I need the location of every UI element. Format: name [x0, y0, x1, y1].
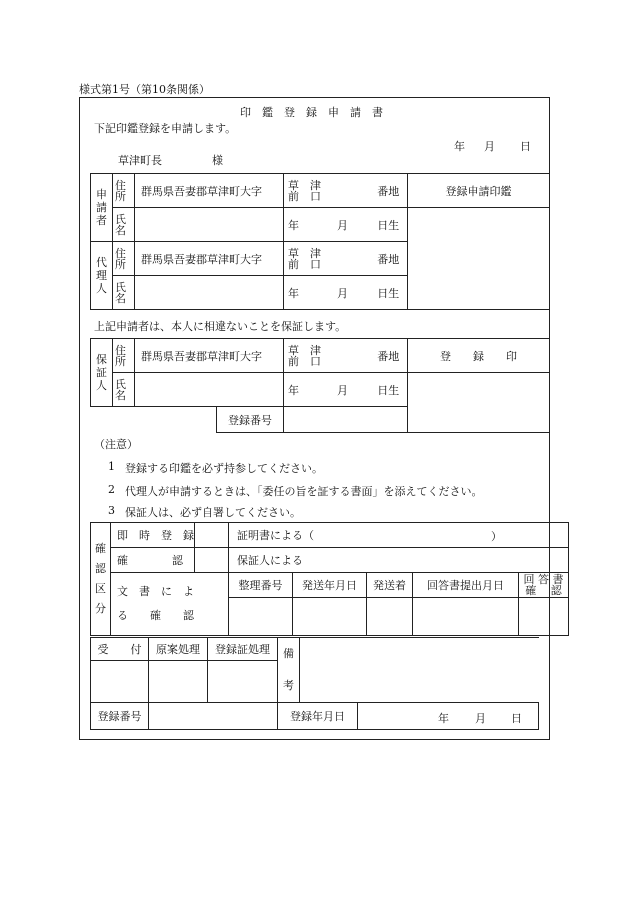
applicant-address: 群馬県吾妻郡草津町大字 — [135, 174, 284, 208]
guarantor-seal-area[interactable] — [408, 373, 550, 433]
seiri-bangou-cell[interactable] — [229, 598, 293, 636]
note-number: 1 — [108, 460, 115, 473]
answer-submit-date-cell[interactable] — [413, 598, 519, 636]
applicant-birth-year: 年 — [284, 208, 316, 242]
applicant-district: 草 津 前 口 — [284, 174, 370, 208]
note-number: 3 — [108, 504, 115, 517]
guarantor-banchi: 番地 — [370, 339, 408, 373]
guarantor-address-label: 住 所 — [113, 339, 135, 373]
note-text: 保証人は、必ず自署してください。 — [125, 506, 301, 519]
kakunin-check[interactable] — [195, 548, 229, 573]
applicant-birth-month: 月 — [316, 208, 370, 242]
applicant-address-label: 住 所 — [113, 174, 135, 208]
reg-date-day: 日 — [511, 712, 522, 725]
seal-area[interactable] — [408, 208, 550, 310]
applicant-name[interactable] — [135, 208, 284, 242]
draft-label: 原案処理 — [149, 638, 208, 661]
reg-date-cell[interactable] — [358, 703, 539, 730]
agent-label: 代 理 人 — [91, 242, 113, 310]
hassou-date-cell[interactable] — [293, 598, 367, 636]
guarantor-table — [90, 338, 550, 433]
date-day: 日 — [520, 140, 531, 153]
receipt-cell[interactable] — [91, 661, 149, 703]
reg-number-label: 登録番号 — [91, 703, 149, 730]
office-table — [90, 637, 539, 730]
guarantor-seal-header: 登 録 印 — [408, 339, 550, 373]
guarantor-name[interactable] — [135, 373, 284, 407]
reg-date-month: 月 — [475, 712, 486, 725]
applicant-birth-day: 日生 — [370, 208, 408, 242]
date-month: 月 — [484, 140, 495, 153]
note-text: 登録する印鑑を必ず持参してください。 — [125, 462, 323, 475]
receipt-label: 受 付 — [91, 638, 149, 661]
by-document-label: 文 書 に よ る 確 認 — [111, 573, 229, 636]
agent-birth-year: 年 — [284, 276, 316, 310]
note-text: 代理人が申請するときは、「委任の旨を証する書面」を添えてください。 — [125, 485, 483, 498]
guarantor-label: 保 証 人 — [91, 339, 113, 407]
guarantor-district: 草 津 前 口 — [284, 339, 370, 373]
notes-header: （注意） — [94, 438, 138, 451]
seal-header: 登録申請印鑑 — [408, 174, 550, 208]
page-title: 印 鑑 登 録 申 請 書 — [240, 106, 383, 119]
applicant-banchi: 番地 — [370, 174, 408, 208]
certificate-doc-close: ） — [491, 530, 502, 543]
header-hassou-chaku: 発送着 — [367, 573, 413, 598]
header-hassou-date: 発送年月日 — [293, 573, 367, 598]
addressee-name: 草津町長 — [118, 154, 162, 167]
note-number: 2 — [108, 483, 115, 496]
reg-date-label: 登録年月日 — [278, 703, 358, 730]
immediate-registration-label: 即 時 登 録 — [111, 523, 195, 548]
certificate-doc-label: 証明書による（ — [237, 529, 314, 542]
guarantor-birth-day: 日生 — [370, 373, 408, 407]
guarantor-address: 群馬県吾妻郡草津町大字 — [135, 339, 284, 373]
reg-date-year: 年 — [438, 712, 449, 725]
agent-name-label: 氏 名 — [113, 276, 135, 310]
certificate-doc — [229, 523, 569, 548]
cert-proc-cell[interactable] — [208, 661, 278, 703]
agent-banchi: 番地 — [370, 242, 408, 276]
guarantor-by-label: 保証人による — [229, 548, 569, 573]
draft-cell[interactable] — [149, 661, 208, 703]
agent-name[interactable] — [135, 276, 284, 310]
blank-cell — [91, 407, 217, 433]
guarantor-birth-month: 月 — [316, 373, 370, 407]
confirmation-label: 確 認 区 分 — [91, 523, 111, 636]
confirmation-table — [90, 522, 569, 636]
guarantor-reg-number-label: 登録番号 — [217, 407, 284, 433]
guarantee-text: 上記申請者は、本人に相違ないことを保証します。 — [94, 320, 347, 333]
agent-birth-month: 月 — [316, 276, 370, 310]
agent-address-label: 住 所 — [113, 242, 135, 276]
header-answer-confirm: 回 答 書 確 認 — [519, 573, 569, 598]
form-label: 様式第1号（第10条関係） — [79, 83, 210, 96]
guarantor-reg-number[interactable] — [284, 407, 408, 433]
remarks-label: 備 考 — [278, 638, 300, 703]
immediate-registration-check[interactable] — [195, 523, 229, 548]
agent-district: 草 津 前 口 — [284, 242, 370, 276]
date-year: 年 — [454, 140, 465, 153]
guarantor-name-label: 氏 名 — [113, 373, 135, 407]
applicant-table — [90, 173, 550, 310]
applicant-name-label: 氏 名 — [113, 208, 135, 242]
addressee-honorific: 様 — [212, 154, 223, 167]
agent-address: 群馬県吾妻郡草津町大字 — [135, 242, 284, 276]
cert-proc-label: 登録証処理 — [208, 638, 278, 661]
hassou-chaku-cell[interactable] — [367, 598, 413, 636]
remarks-area[interactable] — [300, 638, 539, 703]
header-seiri-bangou: 整理番号 — [229, 573, 293, 598]
reg-number-cell[interactable] — [149, 703, 278, 730]
kakunin-label: 確 認 — [111, 548, 195, 573]
agent-birth-day: 日生 — [370, 276, 408, 310]
intro-text: 下記印鑑登録を申請します。 — [94, 122, 237, 135]
applicant-label: 申 請 者 — [91, 174, 113, 242]
header-answer-submit-date: 回答書提出月日 — [413, 573, 519, 598]
answer-confirm-cell[interactable] — [519, 598, 569, 636]
guarantor-birth-year: 年 — [284, 373, 316, 407]
